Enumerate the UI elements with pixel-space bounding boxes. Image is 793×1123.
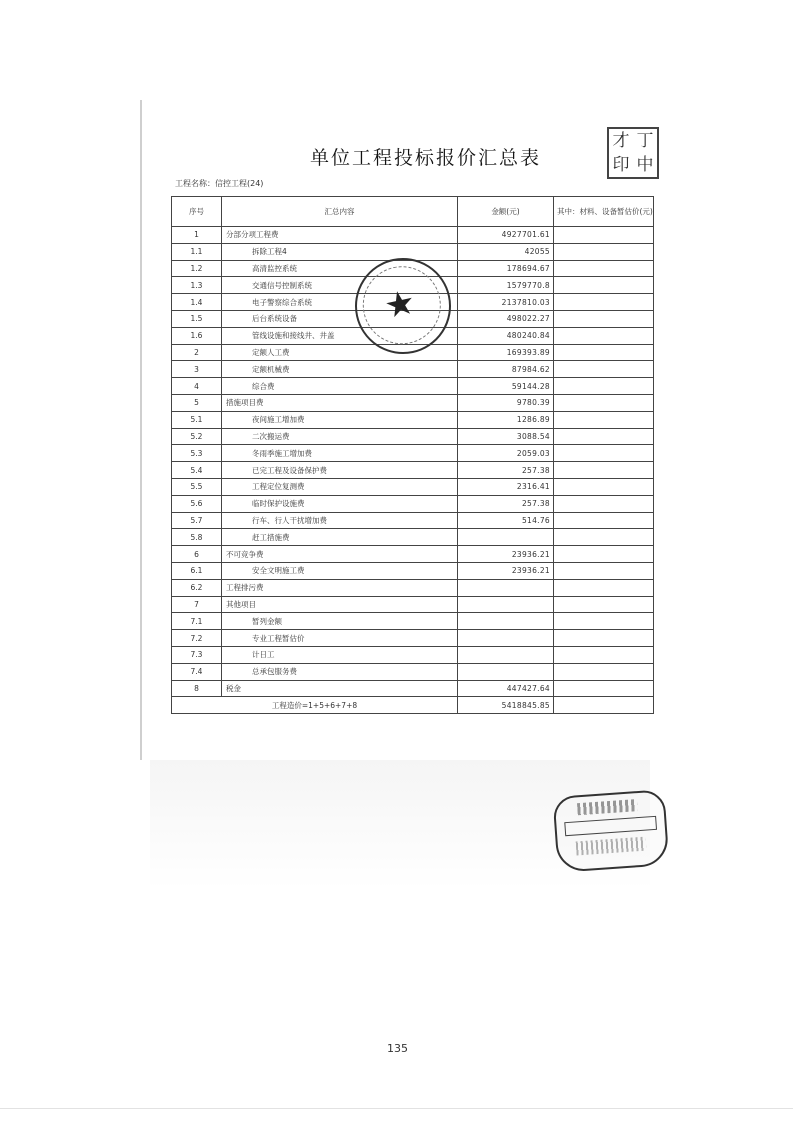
row-content: 临时保护设施费 — [222, 495, 458, 512]
row-remark — [554, 327, 654, 344]
row-amount: 87984.62 — [458, 361, 554, 378]
row-number: 1.6 — [172, 327, 222, 344]
row-number: 1.2 — [172, 260, 222, 277]
row-number: 5.4 — [172, 462, 222, 479]
row-number: 5.6 — [172, 495, 222, 512]
row-amount — [458, 646, 554, 663]
row-remark — [554, 613, 654, 630]
scan-edge — [140, 100, 142, 760]
row-amount: 169393.89 — [458, 344, 554, 361]
row-amount: 23936.21 — [458, 546, 554, 563]
row-number: 3 — [172, 361, 222, 378]
row-content: 行车、行人干扰增加费 — [222, 512, 458, 529]
row-content: 工程定位复测费 — [222, 478, 458, 495]
row-remark — [554, 579, 654, 596]
seal-text-graphic — [576, 837, 647, 856]
row-amount — [458, 529, 554, 546]
table-row — [172, 562, 654, 579]
row-content: 高清监控系统 — [222, 260, 458, 277]
row-number: 1 — [172, 227, 222, 244]
row-amount: 3088.54 — [458, 428, 554, 445]
row-remark — [554, 260, 654, 277]
row-amount: 59144.28 — [458, 378, 554, 395]
page-number: 135 — [387, 1042, 408, 1055]
row-remark — [554, 478, 654, 495]
row-amount: 23936.21 — [458, 562, 554, 579]
row-remark — [554, 227, 654, 244]
row-remark — [554, 344, 654, 361]
row-content: 电子警察综合系统 — [222, 294, 458, 311]
row-number: 6 — [172, 546, 222, 563]
row-number: 1.3 — [172, 277, 222, 294]
row-amount — [458, 579, 554, 596]
star-icon: ★ — [380, 281, 419, 328]
row-content: 赶工措施费 — [222, 529, 458, 546]
table-row — [172, 361, 654, 378]
table-row — [172, 478, 654, 495]
row-number: 5 — [172, 394, 222, 411]
row-content: 冬雨季施工增加费 — [222, 445, 458, 462]
row-remark — [554, 630, 654, 647]
table-row — [172, 646, 654, 663]
row-content: 二次搬运费 — [222, 428, 458, 445]
row-remark — [554, 277, 654, 294]
row-content: 拆除工程4 — [222, 243, 458, 260]
table-row — [172, 529, 654, 546]
corner-seal-char: 印 — [612, 155, 630, 175]
row-content: 安全文明施工费 — [222, 562, 458, 579]
row-remark — [554, 411, 654, 428]
row-remark — [554, 495, 654, 512]
table-row — [172, 579, 654, 596]
row-amount: 498022.27 — [458, 310, 554, 327]
row-content: 总承包服务费 — [222, 663, 458, 680]
row-remark — [554, 294, 654, 311]
row-content: 计日工 — [222, 646, 458, 663]
row-content: 管线设施和接线井、井盖 — [222, 327, 458, 344]
row-content: 工程排污费 — [222, 579, 458, 596]
row-amount — [458, 663, 554, 680]
row-content: 综合费 — [222, 378, 458, 395]
row-content: 专业工程暂估价 — [222, 630, 458, 647]
row-amount: 9780.39 — [458, 394, 554, 411]
table-row — [172, 663, 654, 680]
row-amount: 447427.64 — [458, 680, 554, 697]
row-amount: 2059.03 — [458, 445, 554, 462]
row-remark — [554, 462, 654, 479]
row-number: 5.5 — [172, 478, 222, 495]
table-row — [172, 462, 654, 479]
header-content: 汇总内容 — [222, 197, 458, 227]
row-remark — [554, 512, 654, 529]
row-number: 6.2 — [172, 579, 222, 596]
header-no: 序号 — [172, 197, 222, 227]
row-amount: 257.38 — [458, 462, 554, 479]
row-number: 5.8 — [172, 529, 222, 546]
row-number: 8 — [172, 680, 222, 697]
table-row — [172, 512, 654, 529]
header-amount: 金额(元) — [458, 197, 554, 227]
row-amount — [458, 630, 554, 647]
row-number: 6.1 — [172, 562, 222, 579]
row-remark — [554, 445, 654, 462]
row-remark — [554, 562, 654, 579]
row-number: 5.2 — [172, 428, 222, 445]
corner-seal-char: 中 — [636, 155, 654, 175]
row-amount: 480240.84 — [458, 327, 554, 344]
table-row — [172, 546, 654, 563]
page-divider — [0, 1108, 793, 1109]
row-content: 夜间施工增加费 — [222, 411, 458, 428]
row-number: 1.5 — [172, 310, 222, 327]
row-remark — [554, 663, 654, 680]
row-number: 2 — [172, 344, 222, 361]
row-remark — [554, 310, 654, 327]
row-number: 7.1 — [172, 613, 222, 630]
table-row — [172, 428, 654, 445]
row-amount: 1286.89 — [458, 411, 554, 428]
row-content: 不可竞争费 — [222, 546, 458, 563]
row-remark — [554, 394, 654, 411]
corner-seal — [607, 127, 659, 179]
row-amount: 514.76 — [458, 512, 554, 529]
row-content: 分部分项工程费 — [222, 227, 458, 244]
corner-seal-char: 丁 — [636, 131, 654, 151]
row-remark — [554, 361, 654, 378]
row-number: 5.1 — [172, 411, 222, 428]
row-amount: 1579770.8 — [458, 277, 554, 294]
row-amount: 2137810.03 — [458, 294, 554, 311]
row-amount: 178694.67 — [458, 260, 554, 277]
row-remark — [554, 428, 654, 445]
table-row — [172, 378, 654, 395]
table-row — [172, 411, 654, 428]
row-number: 7.4 — [172, 663, 222, 680]
project-name: 工程名称：信控工程(24) — [175, 179, 264, 188]
row-number: 1.4 — [172, 294, 222, 311]
table-row — [172, 243, 654, 260]
row-amount — [458, 596, 554, 613]
seal-text-graphic — [577, 799, 638, 815]
table-row — [172, 394, 654, 411]
row-remark — [554, 596, 654, 613]
total-row — [172, 697, 654, 714]
table-header-row — [172, 197, 654, 227]
row-remark — [554, 646, 654, 663]
row-number: 7.2 — [172, 630, 222, 647]
table-row — [172, 495, 654, 512]
table-row — [172, 445, 654, 462]
corner-seal-char: 才 — [612, 131, 630, 151]
page-title: 单位工程投标报价汇总表 — [310, 147, 542, 169]
row-remark — [554, 529, 654, 546]
row-content: 税金 — [222, 680, 458, 697]
row-content: 交通信号控制系统 — [222, 277, 458, 294]
table-row — [172, 227, 654, 244]
row-number: 1.1 — [172, 243, 222, 260]
row-remark — [554, 243, 654, 260]
total-label: 工程造价=1+5+6+7+8 — [172, 697, 458, 714]
row-content: 其他项目 — [222, 596, 458, 613]
row-amount: 2316.41 — [458, 478, 554, 495]
row-remark — [554, 680, 654, 697]
row-remark — [554, 546, 654, 563]
row-amount: 257.38 — [458, 495, 554, 512]
table-row — [172, 613, 654, 630]
row-number: 5.3 — [172, 445, 222, 462]
engineer-seal-stamp — [552, 789, 669, 873]
row-number: 7 — [172, 596, 222, 613]
row-content: 定额机械费 — [222, 361, 458, 378]
row-amount: 42055 — [458, 243, 554, 260]
total-remark — [554, 697, 654, 714]
seal-band — [564, 816, 657, 836]
row-content: 措施项目费 — [222, 394, 458, 411]
row-content: 后台系统设备 — [222, 310, 458, 327]
header-remark: 其中：材料、设备暂估价(元) — [554, 197, 654, 227]
row-number: 5.7 — [172, 512, 222, 529]
row-number: 7.3 — [172, 646, 222, 663]
table-row — [172, 680, 654, 697]
row-content: 已完工程及设备保护费 — [222, 462, 458, 479]
row-content: 暂列金额 — [222, 613, 458, 630]
table-row — [172, 596, 654, 613]
total-amount: 5418845.85 — [458, 697, 554, 714]
row-amount — [458, 613, 554, 630]
table-row — [172, 630, 654, 647]
row-remark — [554, 378, 654, 395]
row-amount: 4927701.61 — [458, 227, 554, 244]
row-number: 4 — [172, 378, 222, 395]
row-content: 定额人工费 — [222, 344, 458, 361]
